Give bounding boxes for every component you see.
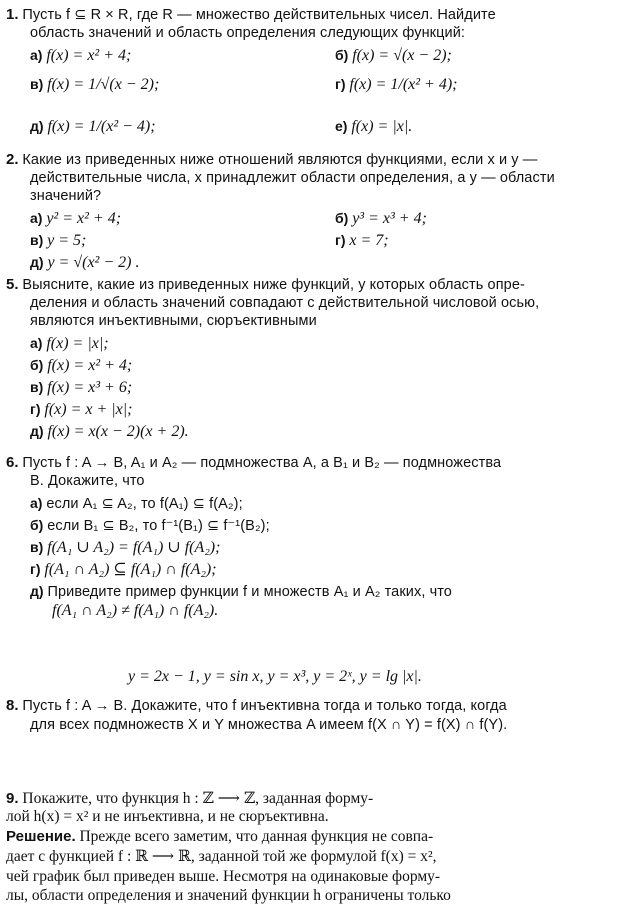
problem-1-item-d xyxy=(30,117,156,136)
item-label: б) xyxy=(30,357,44,373)
item-label: в) xyxy=(30,232,44,248)
problem-text: Покажите, что функция h : ℤ ⟶ ℤ, заданная форму- xyxy=(22,790,374,807)
problem-5-item-v xyxy=(30,378,132,397)
solution-text: Прежде всего заметим, что данная функция не совпа- xyxy=(79,828,434,845)
problem-1-item-a xyxy=(30,46,131,65)
problem-6-item-a xyxy=(30,494,243,513)
item-formula: f(x) = x + |x|; xyxy=(44,401,133,418)
problem-5-item-a xyxy=(30,334,109,353)
item-formula: x = 7; xyxy=(349,232,389,249)
problem-2-item-d xyxy=(30,253,139,272)
solution-line-4: лы, области определения и значений функции h ограничены только xyxy=(6,887,451,904)
item-label: б) xyxy=(30,517,44,533)
problem-5-line-3: являются инъективными, сюръективными xyxy=(30,313,317,329)
item-text: Приведите пример функции f и множеств A₁ и A₂ таких, что xyxy=(47,584,452,600)
item-label: а) xyxy=(30,335,43,351)
problem-text: Пусть f : A → B. Докажите, что f инъективна тогда и только тогда, когда xyxy=(22,698,507,714)
problem-2-item-v xyxy=(30,231,86,250)
problem-2-line-2: действительные числа, x принадлежит области определения, а y — области xyxy=(30,170,555,186)
item-formula: f(x) = x² + 4; xyxy=(47,357,133,374)
problem-1-item-b xyxy=(335,46,452,65)
problem-number: 8. xyxy=(6,697,19,714)
problem-6-item-d xyxy=(30,582,452,601)
problem-5-item-d xyxy=(30,422,189,441)
problem-number: 9. xyxy=(6,790,19,807)
item-formula: f(A₁ ∪ A₂) = f(A₁) ∪ f(A₂); xyxy=(47,539,221,556)
problem-5-item-g xyxy=(30,400,133,419)
problem-number: 5. xyxy=(6,276,19,293)
problem-6-item-b xyxy=(30,516,270,535)
item-label: д) xyxy=(30,118,44,134)
item-formula: f(x) = 1/√(x − 2); xyxy=(47,76,160,93)
problem-5-line-1 xyxy=(6,276,525,294)
solution-line-2: дает с функцией f : ℝ ⟶ ℝ, заданной той же формулой f(x) = x², xyxy=(6,848,437,865)
item-formula: f(x) = 1/(x² + 4); xyxy=(349,76,458,93)
item-label: д) xyxy=(30,583,44,599)
problem-6-line-1 xyxy=(6,454,501,472)
item-label: г) xyxy=(30,401,41,417)
problem-2-line-3: значений? xyxy=(30,188,102,204)
problem-1-item-v xyxy=(30,75,159,94)
problem-1-line-2: область значений и область определения следующих функций: xyxy=(30,25,466,41)
item-formula: f(x) = x³ + 6; xyxy=(47,379,133,396)
problem-6-line-2: B. Докажите, что xyxy=(30,473,145,489)
problem-2-item-b xyxy=(335,209,427,228)
item-formula: если A₁ ⊆ A₂, то f(A₁) ⊆ f(A₂); xyxy=(46,496,243,512)
solution-label: Решение. xyxy=(6,828,76,845)
problem-9-line-1 xyxy=(6,790,373,808)
problem-6-item-g xyxy=(30,560,217,579)
problem-text: Какие из приведенных ниже отношений являются функциями, если x и y — xyxy=(22,152,538,168)
problem-number: 2. xyxy=(6,151,19,168)
solution-line-1 xyxy=(6,828,433,846)
item-formula: y² = x² + 4; xyxy=(46,210,122,227)
problem-2-line-1 xyxy=(6,151,537,169)
item-label: а) xyxy=(30,210,43,226)
item-formula: y = √(x² − 2) . xyxy=(47,254,140,271)
problem-8-line-2: для всех подмножеств X и Y множества A имеем f(X ∩ Y) = f(X) ∩ f(Y). xyxy=(30,717,508,733)
item-formula: f(x) = x(x − 2)(x + 2). xyxy=(47,423,189,440)
item-formula: y = 5; xyxy=(47,232,87,249)
solution-line-3: чей график был приведен выше. Несмотря на одинаковые форму- xyxy=(6,868,441,885)
item-formula: f(x) = √(x − 2); xyxy=(352,47,452,64)
item-label: г) xyxy=(335,232,346,248)
problem-6-item-v xyxy=(30,538,220,557)
problem-1-item-e xyxy=(335,117,412,136)
problem-text: Выясните, какие из приведенных ниже функций, у которых область опре- xyxy=(22,277,525,293)
item-label: г) xyxy=(335,76,346,92)
item-label: е) xyxy=(335,118,348,134)
problem-1-item-g xyxy=(335,75,458,94)
item-label: а) xyxy=(30,495,43,511)
item-label: а) xyxy=(30,47,43,63)
item-formula: f(x) = |x|; xyxy=(46,335,109,352)
functions-formula-line: y = 2x − 1, y = sin x, y = x³, y = 2ˣ, y = lg |x|. xyxy=(128,668,422,685)
problem-number: 6. xyxy=(6,454,19,471)
problem-5-item-b xyxy=(30,356,132,375)
item-label: б) xyxy=(335,210,349,226)
problem-text: Пусть f ⊆ R × R, где R — множество действительных чисел. Найдите xyxy=(22,7,496,23)
problem-8-line-1 xyxy=(6,697,507,715)
item-label: д) xyxy=(30,423,44,439)
problem-number: 1. xyxy=(6,6,19,23)
problem-1-line-1 xyxy=(6,6,496,24)
item-formula: f(x) = 1/(x² − 4); xyxy=(47,118,156,135)
item-label: г) xyxy=(30,561,41,577)
item-label: в) xyxy=(30,539,44,555)
item-formula: если B₁ ⊆ B₂, то f⁻¹(B₁) ⊆ f⁻¹(B₂); xyxy=(47,518,270,534)
problem-5-line-2: деления и область значений совпадают с действительной числовой осью, xyxy=(30,295,540,311)
item-formula: y³ = x³ + 4; xyxy=(352,210,427,227)
item-label: в) xyxy=(30,379,44,395)
item-formula: f(x) = x² + 4; xyxy=(46,47,132,64)
problem-9-line-2: лой h(x) = x² и не инъективна, и не сюръективна. xyxy=(6,808,329,825)
item-label: д) xyxy=(30,254,44,270)
item-formula: f(x) = |x|. xyxy=(351,118,413,135)
problem-2-item-g xyxy=(335,231,389,250)
item-label: б) xyxy=(335,47,349,63)
item-label: в) xyxy=(30,76,44,92)
problem-2-item-a xyxy=(30,209,121,228)
problem-6-item-d-formula: f(A₁ ∩ A₂) ≠ f(A₁) ∩ f(A₂). xyxy=(52,602,219,619)
item-formula: f(A₁ ∩ A₂) ⊆ f(A₁) ∩ f(A₂); xyxy=(44,561,217,578)
problem-text: Пусть f : A → B, A₁ и A₂ — подмножества A, а B₁ и B₂ — подмножества xyxy=(22,455,502,471)
